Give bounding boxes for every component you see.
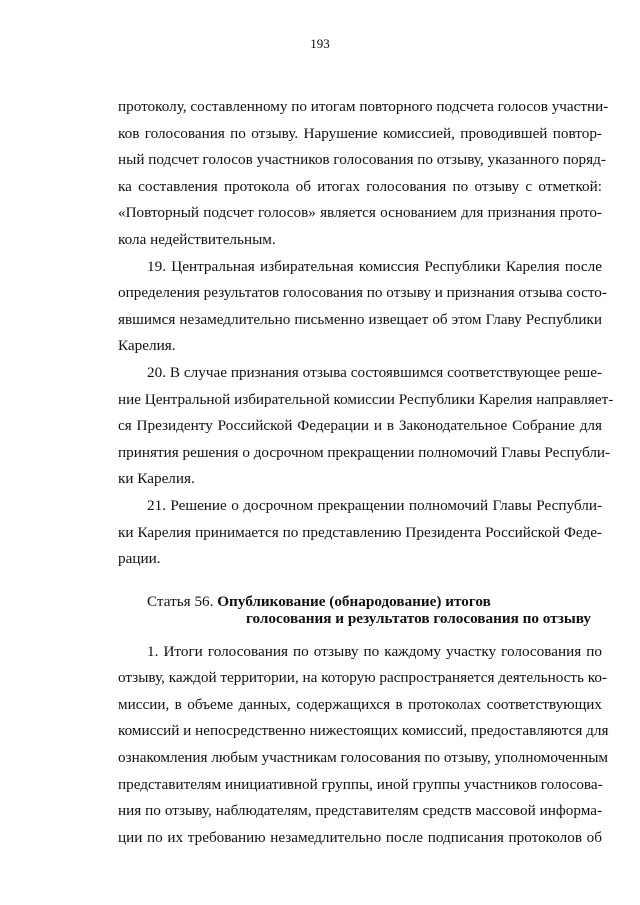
article-number: Статья 56. bbox=[147, 592, 218, 610]
text-line: 1. Итоги голосования по отзыву по каждому участку голосования по bbox=[147, 642, 602, 660]
text-line: определения результатов голосования по отзыву и признания отзыва состо- bbox=[118, 284, 607, 302]
document-body bbox=[118, 94, 614, 851]
text-line: ния по отзыву, наблюдателям, представителям средств массовой информа- bbox=[118, 802, 602, 820]
paragraph-art56-item-1 bbox=[118, 639, 609, 852]
article-title-part1: Опубликование (обнародование) итогов bbox=[217, 592, 491, 610]
article-heading bbox=[118, 593, 602, 627]
text-line: отзыву, каждой территории, на которую распространяется деятельность ко- bbox=[118, 669, 608, 687]
text-line: ся Президенту Российской Федерации и в Законодательное Собрание для bbox=[118, 417, 602, 435]
text-line: ки Карелия принимается по представлению Президента Российской Феде- bbox=[118, 523, 602, 541]
text-line: 21. Решение о досрочном прекращении полномочий Главы Республи- bbox=[147, 496, 602, 514]
text-line: 19. Центральная избирательная комиссия Республики Карелия после bbox=[147, 257, 602, 275]
text-line: ки Карелия. bbox=[118, 470, 195, 488]
text-line: принятия решения о досрочном прекращении полномочий Главы Республи- bbox=[118, 443, 611, 461]
paragraph-item-21 bbox=[118, 493, 602, 573]
text-line: кола недействительным. bbox=[118, 230, 276, 248]
text-line: протоколу, составленному по итогам повторного подсчета голосов участни- bbox=[118, 98, 609, 115]
text-line: рации. bbox=[118, 550, 161, 568]
text-line: комиссий и непосредственно нижестоящих комиссий, предоставляются для bbox=[118, 722, 609, 740]
text-line: Карелия. bbox=[118, 337, 176, 355]
paragraph-item-19 bbox=[118, 254, 607, 360]
text-line: представителям инициативной группы, иной группы участников голосова- bbox=[118, 775, 603, 793]
text-line: ции по их требованию незамедлительно после подписания протоколов об bbox=[118, 828, 602, 846]
text-line: явшимся незамедлительно письменно извещает об этом Главу Республики bbox=[118, 310, 602, 328]
text-line: ознакомления любым участникам голосования по отзыву, уполномоченным bbox=[118, 749, 609, 767]
text-line: ков голосования по отзыву. Нарушение комиссией, проводившей повтор- bbox=[118, 124, 602, 142]
text-line: 20. В случае признания отзыва состоявшимся соответствующее реше- bbox=[147, 363, 602, 381]
article-title-part2: голосования и результатов голосования по отзыву bbox=[246, 609, 592, 627]
text-line: миссии, в объеме данных, содержащихся в протоколах соответствующих bbox=[118, 695, 602, 713]
text-line: «Повторный подсчет голосов» является основанием для признания прото- bbox=[118, 204, 602, 222]
article-heading-line1 bbox=[147, 593, 602, 610]
text-line: ный подсчет голосов участников голосования по отзыву, указанного поряд- bbox=[118, 151, 606, 169]
paragraph-item-20 bbox=[118, 360, 614, 493]
paragraph-continuation bbox=[118, 94, 609, 254]
page-number: 193 bbox=[310, 36, 330, 51]
section-gap bbox=[118, 573, 602, 593]
text-line: ние Центральной избирательной комиссии Республики Карелия направляет- bbox=[118, 390, 614, 408]
text-line: ка составления протокола об итогах голосования по отзыву с отметкой: bbox=[118, 177, 602, 195]
